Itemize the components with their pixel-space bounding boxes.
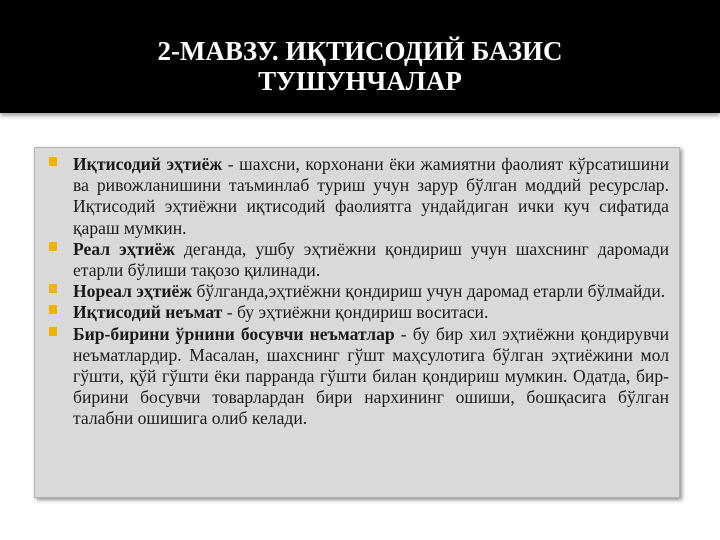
content-box — [34, 147, 680, 498]
bullet-text: бўлганда,эҳтиёжни қондириш учун даромад етарли бўлмайди. — [192, 281, 666, 302]
bullet-term: Нореал эҳтиёж — [73, 281, 193, 302]
slide-title-line-2: ТУШУНЧАЛАР — [258, 66, 462, 96]
bullet-term: Иқтисодий неъмат — [73, 302, 223, 323]
bullet-square-icon — [49, 157, 57, 166]
bullet-list — [73, 154, 669, 430]
bullet-square-icon — [49, 305, 57, 314]
slide-title-line-1: 2-МАВЗУ. ИҚТИСОДИЙ БАЗИС — [157, 36, 563, 66]
bullet-text: - бу бир хил эҳтиёжни қондирувчи неъматлардир. Масалан, шахснинг гўшт маҳсулотига бўлган эҳтиёжини мол гўшти, қўй гўшти ёки парранда гўшти билан қондириш мумкин. Одатда, бир-бирини босувчи товарлардан бири нархининг ошиши, бошқасига бўлган талабни ошишига олиб келади. — [73, 323, 670, 429]
bullet-text: деганда, ушбу эҳтиёжни қондириш учун шахснинг даромади етарли бўлиши тақозо қилинади. — [73, 238, 669, 281]
bullet-item-substitute-goods — [73, 324, 669, 430]
bullet-term: Бир-бирини ўрнини босувчи неъматлар — [73, 323, 395, 344]
bullet-text: - бу эҳтиёжни қондириш воситаси. — [222, 302, 489, 323]
bullet-item-economic-good — [73, 302, 669, 323]
bullet-term: Иқтисодий эҳтиёж — [73, 154, 223, 174]
title-bar — [0, 0, 720, 113]
bullet-item-economic-need — [73, 154, 669, 239]
bullet-item-unreal-need — [73, 281, 669, 302]
bullet-square-icon — [49, 242, 57, 251]
slide-title — [0, 36, 720, 96]
bullet-square-icon — [49, 327, 57, 336]
bullet-text: - шахсни, корхонани ёки жамиятни фаолият кўрсатишини ва ривожланишини таъминлаб туриш учун зарур бўлган моддий ресурслар. Иқтисодий эҳтиёжни иқтисодий фаолиятга ундайдиган ички куч сифатида қараш мумкин. — [73, 154, 669, 238]
bullet-item-real-need — [73, 239, 669, 281]
bullet-square-icon — [49, 284, 57, 293]
bullet-term: Реал эҳтиёж — [73, 238, 175, 259]
